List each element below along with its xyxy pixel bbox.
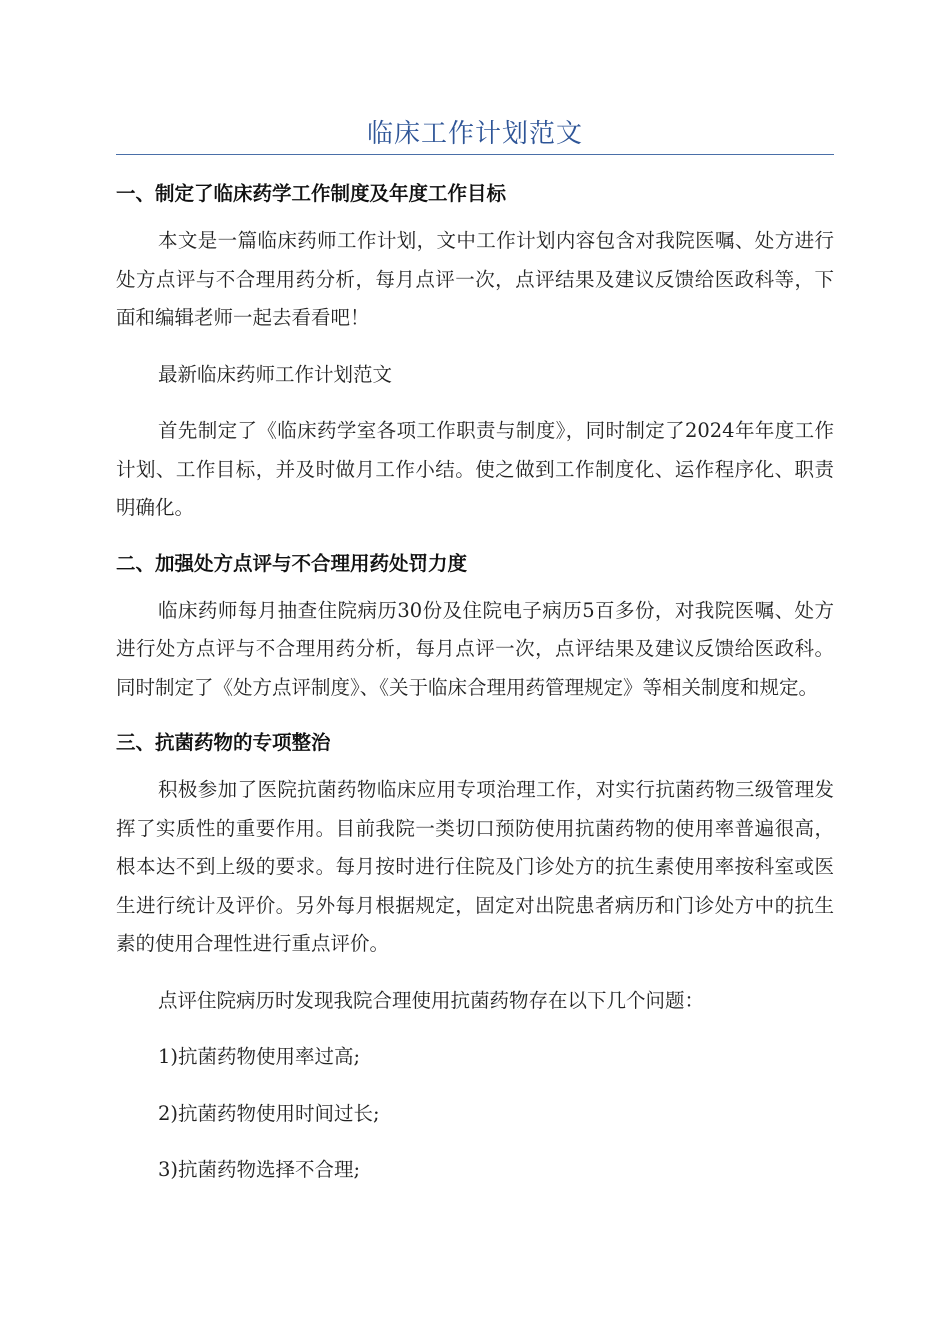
title-divider [116, 154, 834, 155]
section-1-paragraph: 本文是一篇临床药师工作计划，文中工作计划内容包含对我院医嘱、处方进行处方点评与不合理用药分析，每月点评一次，点评结果及建议反馈给医政科等，下面和编辑老师一起去看看吧！ [116, 229, 834, 329]
document-body [116, 176, 834, 1208]
section-3-paragraph: 积极参加了医院抗菌药物临床应用专项治理工作，对实行抗菌药物三级管理发挥了实质性的重要作用。目前我院一类切口预防使用抗菌药物的使用率普遍很高，根本达不到上级的要求。每月按时进行住院及门诊处方的抗生素使用率按科室或医生进行统计及评价。另外每月根据规定，固定对出院患者病历和门诊处方中的抗生素的使用合理性进行重点评价。 [116, 778, 834, 955]
list-item: 2)抗菌药物使用时间过长; [158, 1101, 380, 1125]
section-heading-3: 三、抗菌药物的专项整治 [116, 731, 331, 754]
section-1-paragraph: 首先制定了《临床药学室各项工作职责与制度》，同时制定了2024年年度工作计划、工作目标，并及时做月工作小结。使之做到工作制度化、运作程序化、职责明确化。 [116, 419, 834, 519]
section-3-paragraph: 点评住院病历时发现我院合理使用抗菌药物存在以下几个问题： [158, 988, 705, 1012]
list-item: 1)抗菌药物使用率过高; [158, 1045, 361, 1068]
page-title: 临床工作计划范文 [366, 119, 583, 149]
section-2-paragraph: 临床药师每月抽查住院病历30份及住院电子病历5百多份，对我院医嘱、处方进行处方点评与不合理用药分析，每月点评一次，点评结果及建议反馈给医政科。同时制定了《处方点评制度》、《关于临床合理用药管理规定》等相关制度和规定。 [116, 598, 834, 699]
list-item: 3)抗菌药物选择不合理; [158, 1158, 361, 1181]
section-heading-2: 二、加强处方点评与不合理用药处罚力度 [116, 551, 468, 575]
section-heading-1: 一、制定了临床药学工作制度及年度工作目标 [116, 182, 507, 205]
section-1-paragraph: 最新临床药师工作计划范文 [158, 362, 393, 386]
